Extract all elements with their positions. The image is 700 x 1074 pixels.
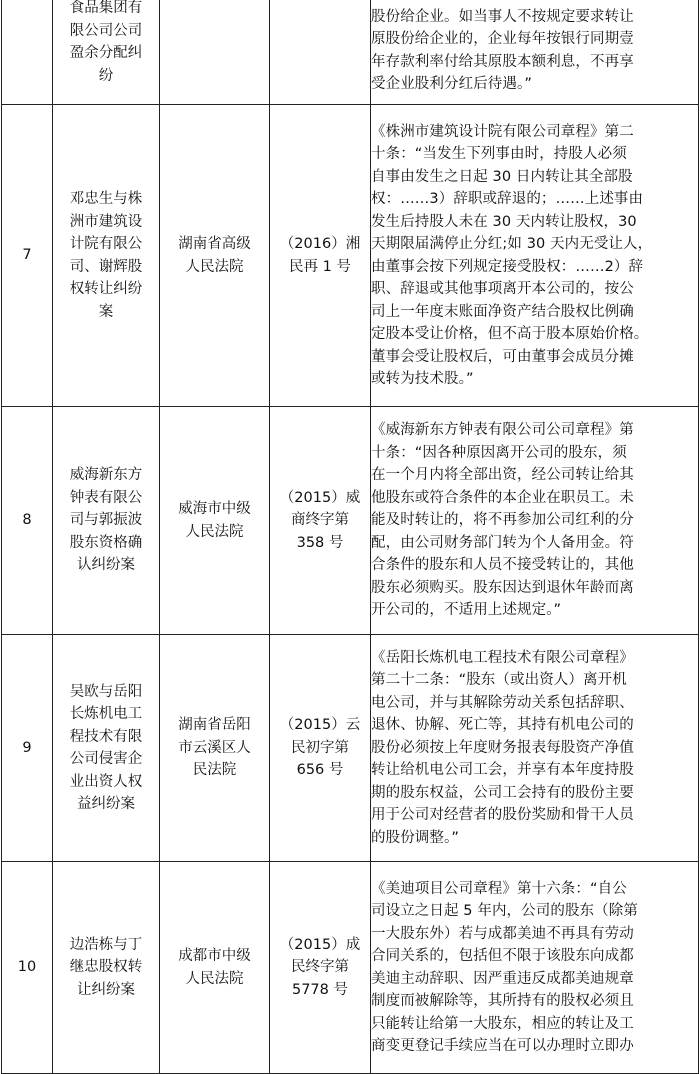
case-reference-cell: （2015）威 商终字第 358 号 bbox=[270, 407, 371, 635]
provision-cell: 《株洲市建筑设计院有限公司章程》第二 十条：“当发生下列事由时，持股人必须 自事由发生之日起 30 日内转让其全部股 权：……3）辞职或辞退的；……上述事由 发生后持股人未在 30 天内转让股权，30 天期限届满停止分红;如 30 天内无受让人， 由董事会按下列规定接受股权：……2）辞 职、辞退或其他事项离开本公司的，按公 司上一年度末账面净资产结合股权比例确 定股本受让价格，但不高于股本原始价格。 董事会受让股权后，可由董事会成员分摊 或转为技术股。” bbox=[371, 105, 699, 407]
court-cell bbox=[160, 0, 270, 105]
case-name-cell: 吴欧与岳阳 长炼机电工 程技术有限 公司侵害企 业出资人权 益纠纷案 bbox=[53, 635, 160, 862]
provision-cell: 《威海新东方钟表有限公司公司章程》第 十条：“因各种原因离开公司的股东，须 在一个月内将全部出资，经公司转让给其 他股东或符合条件的本企业在职员工。未 能及时转让的，将不再参加公司红利的分 配，由公司财务部门转为个人备用金。符 合条件的股东和人员不接受转让的，其他 股东必须购买。股东因达到退休年龄而离 开公司的，不适用上述规定。” bbox=[371, 407, 699, 635]
court-cell: 威海市中级 人民法院 bbox=[160, 407, 270, 635]
table-row bbox=[2, 862, 699, 1074]
provision-cell: 《美迪项目公司章程》第十六条：“自公 司设立之日起 5 年内，公司的股东（除第 一大股东外）若与成都美迪不再具有劳动 合同关系的，包括但不限于该股东向成都 美迪主动辞职、因严重违反成都美迪规章 制度而被解除等，其所持有的股权必须且 只能转让给第一大股东，相应的转让及工 商变更登记手续应当在可以办理时立即办 bbox=[371, 862, 699, 1074]
case-number-cell: 8 bbox=[2, 407, 53, 635]
court-cell: 湖南省岳阳 市云溪区人 民法院 bbox=[160, 635, 270, 862]
provision-cell: 股份给企业。如当事人不按规定要求转让 原股份给企业的，企业每年按银行同期壹 年存款利率付给其原股本额利息，不再享 受企业股利分红后待遇。” bbox=[371, 0, 699, 105]
case-number-cell: 7 bbox=[2, 105, 53, 407]
case-number-cell bbox=[2, 0, 53, 105]
case-name-cell: 邓忠生与株 洲市建筑设 计院有限公 司、谢辉股 权转让纠纷 案 bbox=[53, 105, 160, 407]
court-cell: 成都市中级 人民法院 bbox=[160, 862, 270, 1074]
case-reference-cell: （2016）湘 民再 1 号 bbox=[270, 105, 371, 407]
case-reference-cell: （2015）云 民初字第 656 号 bbox=[270, 635, 371, 862]
provision-cell: 《岳阳长炼机电工程技术有限公司章程》 第二十二条：“股东（或出资人）离开机 电公司，并与其解除劳动关系包括辞职、 退休、协解、死亡等，其持有机电公司的 股份必须按上年度财务报表每股资产净值 转让给机电公司工会，并享有本年度持股 期的股东权益，公司工会持有的股份主要 用于公司对经营者的股份奖励和骨干人员 的股份调整。” bbox=[371, 635, 699, 862]
case-table bbox=[1, 0, 699, 1074]
table-row bbox=[2, 0, 699, 105]
table-row bbox=[2, 105, 699, 407]
table-row bbox=[2, 407, 699, 635]
court-cell: 湖南省高级 人民法院 bbox=[160, 105, 270, 407]
case-reference-cell: （2015）成 民终字第 5778 号 bbox=[270, 862, 371, 1074]
case-name-cell: 边浩栋与丁 继忠股权转 让纠纷案 bbox=[53, 862, 160, 1074]
case-number-cell: 10 bbox=[2, 862, 53, 1074]
case-reference-cell bbox=[270, 0, 371, 105]
table-row bbox=[2, 635, 699, 862]
case-name-cell: 威海新东方 钟表有限公 司与郭振波 股东资格确 认纠纷案 bbox=[53, 407, 160, 635]
case-name-cell: 食品集团有 限公司公司 盈余分配纠 纷 bbox=[53, 0, 160, 105]
case-number-cell: 9 bbox=[2, 635, 53, 862]
